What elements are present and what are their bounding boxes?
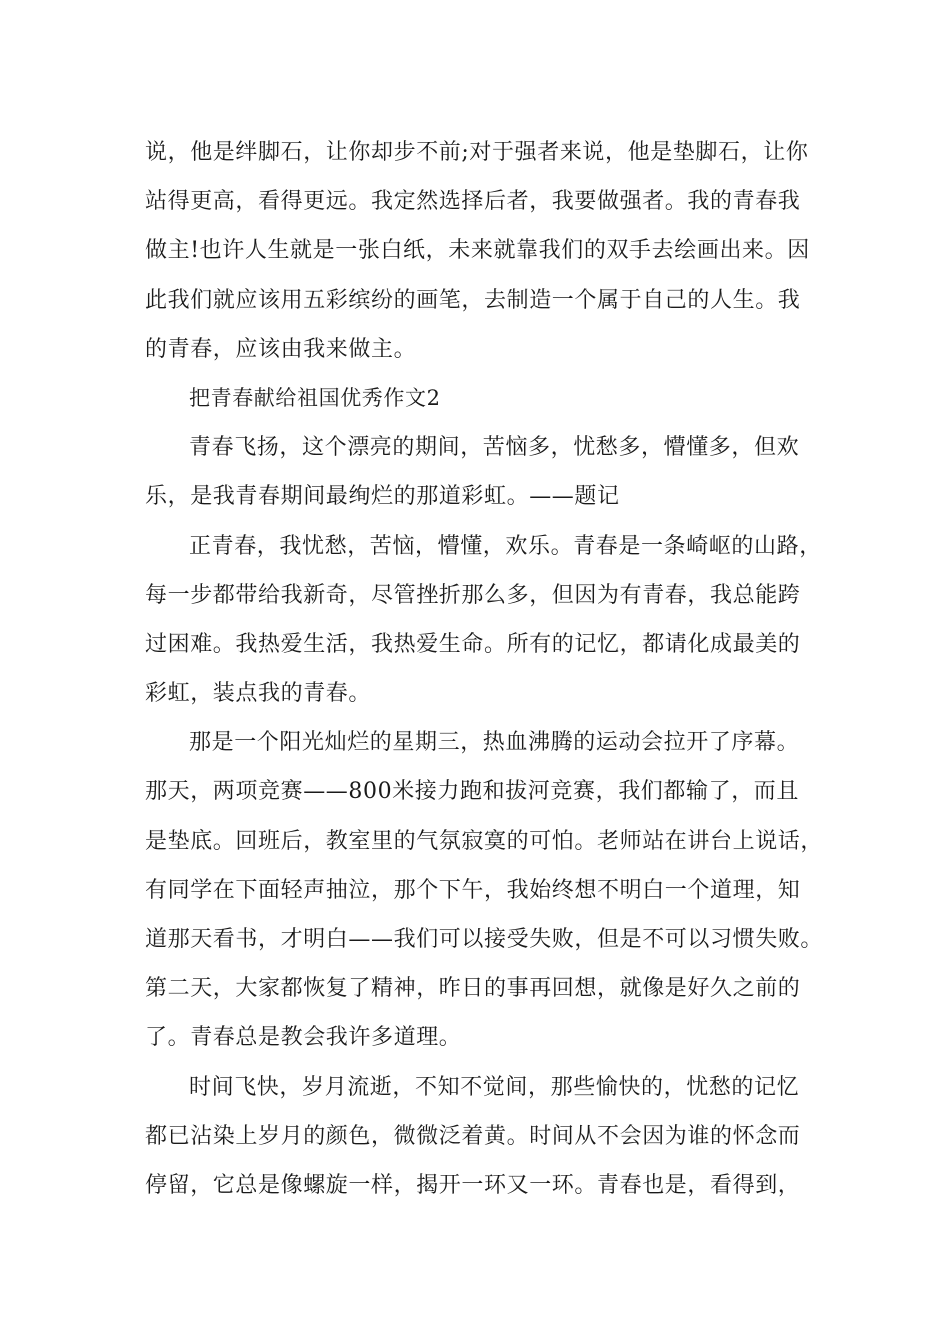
text-line: 过困难。我热爱生活，我热爱生命。所有的记忆，都请化成最美的 bbox=[145, 631, 801, 657]
text-line: 的青春，应该由我来做主。 bbox=[145, 336, 417, 362]
text-line: 道那天看书，才明白——我们可以接受失败，但是不可以习惯失败。 bbox=[145, 927, 824, 952]
essay-body bbox=[145, 128, 824, 1210]
text-line: 站得更高，看得更远。我定然选择后者，我要做强者。我的青春我 bbox=[145, 189, 801, 215]
text-line: 正青春，我忧愁，苦恼，懵懂，欢乐。青春是一条崎岖的山路， bbox=[189, 533, 822, 559]
text-line: 做主!也许人生就是一张白纸，未来就靠我们的双手去绘画出来。因 bbox=[145, 238, 810, 264]
text-line: 第二天，大家都恢复了精神，昨日的事再回想，就像是好久之前的 bbox=[145, 976, 801, 1002]
text-line: 是垫底。回班后，教室里的气氛寂寞的可怕。老师站在讲台上说话， bbox=[145, 828, 824, 854]
text-line: 时间飞快，岁月流逝，不知不觉间，那些愉快的，忧愁的记忆 bbox=[189, 1074, 800, 1100]
text-line: 都已沾染上岁月的颜色，微微泛着黄。时间从不会因为谁的怀念而 bbox=[145, 1123, 801, 1149]
text-line: 那是一个阳光灿烂的星期三，热血沸腾的运动会拉开了序幕。 bbox=[189, 730, 800, 756]
text-line: 停留，它总是像螺旋一样，揭开一环又一环。青春也是，看得到， bbox=[145, 1172, 801, 1198]
text-line: 了。青春总是教会我许多道理。 bbox=[145, 1025, 462, 1051]
section-heading: 把青春献给祖国优秀作文2 bbox=[189, 385, 441, 410]
text-line: 乐，是我青春期间最绚烂的那道彩虹。——题记 bbox=[145, 484, 620, 510]
text-line: 每一步都带给我新奇，尽管挫折那么多，但因为有青春，我总能跨 bbox=[145, 582, 801, 608]
text-line: 有同学在下面轻声抽泣，那个下午，我始终想不明白一个道理，知 bbox=[145, 877, 801, 903]
text-line: 彩虹，装点我的青春。 bbox=[145, 681, 372, 707]
text-line: 此我们就应该用五彩缤纷的画笔，去制造一个属于自己的人生。我 bbox=[145, 287, 801, 313]
text-line: 青春飞扬，这个漂亮的期间，苦恼多，忧愁多，懵懂多，但欢 bbox=[189, 435, 800, 461]
text-line: 说，他是绊脚石，让你却步不前;对于强者来说，他是垫脚石，让你 bbox=[145, 140, 809, 165]
text-line: 那天，两项竞赛——800米接力跑和拔河竞赛，我们都输了，而且 bbox=[145, 779, 799, 805]
